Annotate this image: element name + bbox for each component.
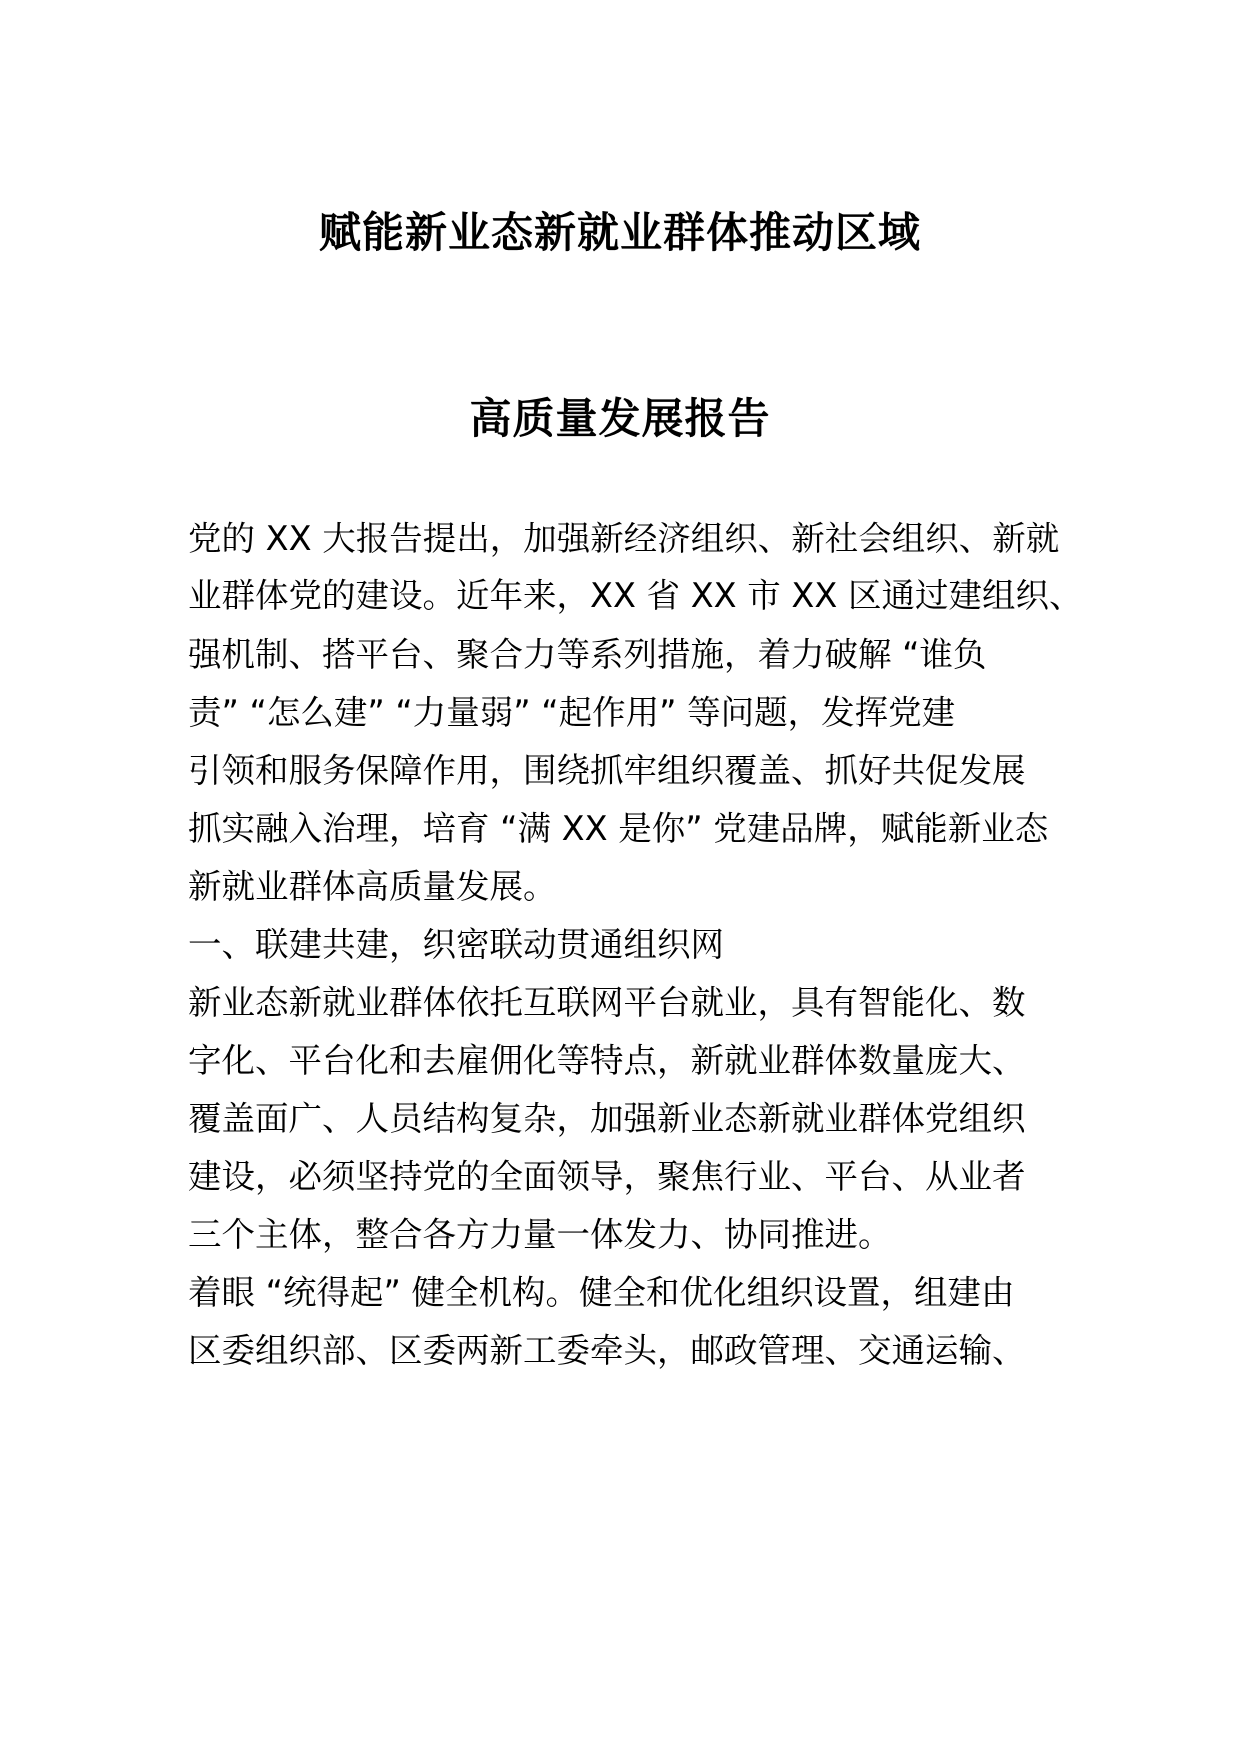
body-line-13: 三个主体，整合各方力量一体发力、协同推进。 — [188, 1215, 892, 1254]
body-line-4: 责” “怎么建” “力量弱” “起作用” 等问题，发挥党建 — [188, 693, 956, 732]
section-heading-1: 一、联建共建，织密联动贯通组织网 — [188, 925, 724, 964]
body-line-2: 业群体党的建设。近年来，XX 省 XX 市 XX 区通过建组织、 — [188, 576, 1083, 615]
body-line-6: 抓实融入治理，培育 “满 XX 是你” 党建品牌，赋能新业态 — [188, 809, 1049, 848]
body-line-9: 新业态新就业群体依托互联网平台就业，具有智能化、数 — [188, 983, 1026, 1022]
body-line-11: 覆盖面广、人员结构复杂，加强新业态新就业群体党组织 — [188, 1099, 1026, 1138]
body-line-15: 区委组织部、区委两新工委牵头，邮政管理、交通运输、 — [188, 1331, 1026, 1370]
document-title-line-2: 高质量发展报告 — [469, 394, 771, 443]
body-line-14: 着眼 “统得起” 健全机构。健全和优化组织设置，组建由 — [188, 1273, 1015, 1312]
body-line-7: 新就业群体高质量发展。 — [188, 867, 557, 906]
document-title-line-1: 赋能新业态新就业群体推动区域 — [318, 208, 921, 257]
body-line-1: 党的 XX 大报告提出，加强新经济组织、新社会组织、新就 — [188, 519, 1060, 558]
body-line-12: 建设，必须坚持党的全面领导，聚焦行业、平台、从业者 — [188, 1157, 1026, 1196]
body-line-5: 引领和服务保障作用，围绕抓牢组织覆盖、抓好共促发展 — [188, 751, 1026, 790]
body-line-10: 字化、平台化和去雇佣化等特点，新就业群体数量庞大、 — [188, 1041, 1026, 1080]
body-line-3: 强机制、搭平台、聚合力等系列措施，着力破解 “谁负 — [188, 635, 987, 674]
